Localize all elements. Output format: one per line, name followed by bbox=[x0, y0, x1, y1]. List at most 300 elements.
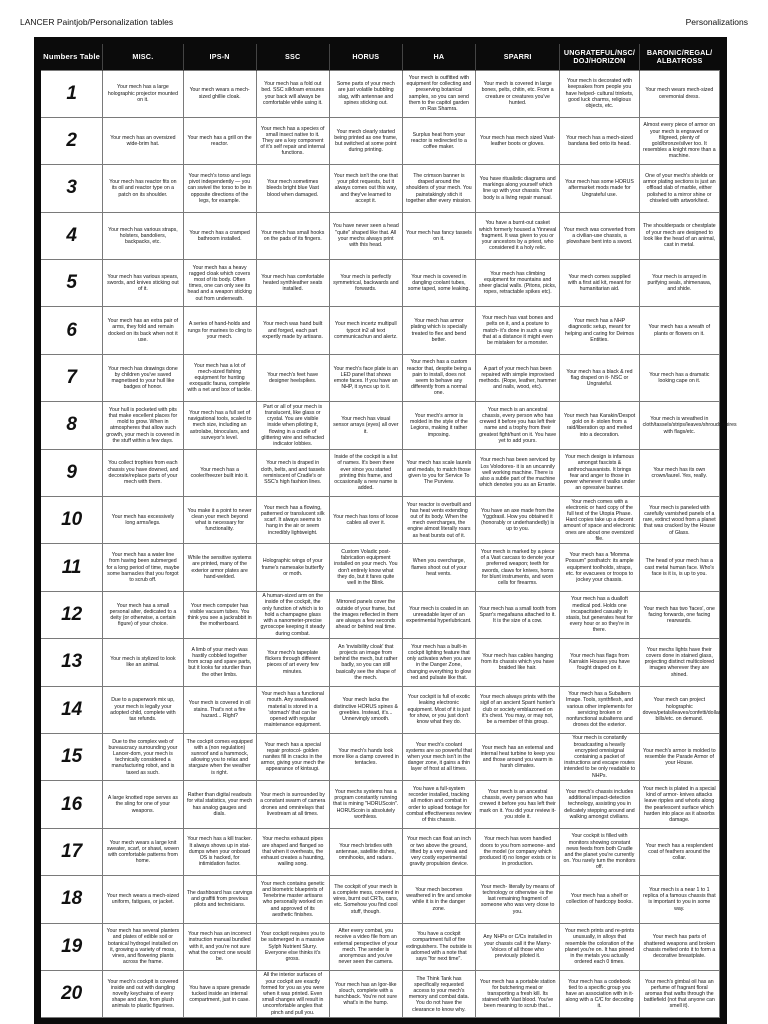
cell-text: Your hull is pocketed with pits that make excellent places for mold to grow. When in atmospheres that allow such growth, your mech is covered in the stuff within a few days. bbox=[106, 406, 180, 444]
table-cell bbox=[639, 70, 719, 117]
cell-text: Your mech clearly started being printed as one frame, but switched at some point during printing. bbox=[334, 128, 398, 154]
table-cell bbox=[402, 117, 475, 164]
table-cell bbox=[256, 686, 329, 733]
cell-text: Your mech always prints with the sigil of an ancient Sparri hunter's club or society emblazoned on it's chest. You may, or may not, be a member of this group. bbox=[479, 694, 556, 726]
table-cell bbox=[560, 354, 639, 401]
table-row bbox=[41, 165, 720, 212]
table-cell bbox=[183, 402, 256, 449]
cell-text: Your mech can project holographic doves/petals/leaves/confetti/dollar bills/etc. on demand. bbox=[642, 697, 721, 722]
table-cell bbox=[560, 307, 639, 354]
table-cell bbox=[329, 449, 402, 496]
cell-text: You make it a point to never clean your mech beyond what is necessary for functionality. bbox=[187, 507, 252, 533]
personalization-table bbox=[41, 44, 737, 1018]
table-cell bbox=[183, 686, 256, 733]
table-cell bbox=[639, 354, 719, 401]
cell-text: Your mech's gimbal oil has an perfume of fragrant floral aromas that wafts through the battlefield (not that anyone can smell it). bbox=[643, 978, 715, 1010]
cell-text: Your mech is surrounded by a constant swarm of camera drones and omnirelays that livestream at all times. bbox=[260, 792, 326, 817]
cell-text: Your mech's armor is molded to resemble the Parade Armor of your House. bbox=[643, 747, 716, 767]
table-cell bbox=[256, 402, 329, 449]
table-cell bbox=[475, 686, 559, 733]
table-cell bbox=[103, 970, 183, 1017]
table-cell bbox=[560, 923, 639, 970]
table-cell bbox=[639, 165, 719, 212]
cell-text: Your mech has climbing equipment for mountains and sheer glacial walls. (Pitons, picks, ropes, retractable spikes etc). bbox=[479, 270, 557, 296]
table-row bbox=[41, 117, 720, 164]
table-cell bbox=[639, 828, 719, 875]
cell-text: Your mech is marked by a piece of a Vast carcass to denote your preferred weapon; teeth for swords, claws for knives, horns for blunt instruments, and worn cells for firearms. bbox=[480, 548, 555, 586]
table-row bbox=[41, 781, 720, 828]
cell-text: Your mech has a lot of mech-sized fishing equipment for hunting exoquatic fauna, complete with a net and box of tackle. bbox=[187, 362, 252, 394]
table-row bbox=[41, 828, 720, 875]
table-cell bbox=[475, 733, 559, 780]
table-cell bbox=[183, 591, 256, 638]
table-cell bbox=[329, 165, 402, 212]
table-cell bbox=[329, 733, 402, 780]
row-number: 19 bbox=[41, 923, 103, 970]
cell-text: Your mech has flags from Karrakin Houses you have fought draped on it. bbox=[569, 653, 630, 672]
cell-text: Your mech has an incorrect instruction manual bundled with it, and you're not sure what the correct one would be. bbox=[188, 931, 252, 963]
table-cell bbox=[256, 354, 329, 401]
table-cell bbox=[402, 497, 475, 544]
table-cell bbox=[639, 970, 719, 1017]
cell-text: Your mech wears mech-sized ceremonial dress. bbox=[645, 87, 714, 100]
cell-text: Your mech contains genetic and biometric blueprints of Tenebrine master artisans who personally worked on and approved of its aesthetic finishes. bbox=[260, 880, 325, 918]
table-row bbox=[41, 497, 720, 544]
table-cell bbox=[256, 165, 329, 212]
cell-text: Your mech is covered in dangling coolant tubes, some taped, some leaking. bbox=[407, 273, 470, 293]
table-row bbox=[41, 591, 720, 638]
cell-text: Your mech has excessively long arms/legs. bbox=[111, 514, 175, 527]
table-cell bbox=[560, 70, 639, 117]
table-cell bbox=[103, 686, 183, 733]
cell-text: The Think Tank has specifically requested access to your mech's memory and combat data. You do not have the clearance to know why. bbox=[408, 975, 470, 1013]
cell-text: Your mech has been serviced by Los Volodores- it is an uncannily well working machine. There is also a subtle part of the machine which denotes you as an Errante. bbox=[479, 457, 557, 489]
table-cell bbox=[475, 876, 559, 923]
table-cell bbox=[402, 639, 475, 686]
table-cell bbox=[103, 70, 183, 117]
cell-text: Your mech comes supplied with a first aid kit, meant for humanitarian aid. bbox=[567, 273, 632, 293]
cell-text: Your mech has various straps, holsters, bandoliers, backpacks, etc. bbox=[108, 226, 178, 245]
table-cell bbox=[256, 307, 329, 354]
table-cell bbox=[639, 923, 719, 970]
table-cell bbox=[329, 639, 402, 686]
cell-text: Your mech's torso and legs pivot independently — you can swivel the torso to be in opposite directions of the legs, for example. bbox=[187, 172, 252, 204]
row-number: 10 bbox=[41, 497, 103, 544]
table-cell bbox=[256, 828, 329, 875]
row-number: 11 bbox=[41, 544, 103, 591]
cell-text: Your mech has a cramped bathroom installed. bbox=[189, 229, 250, 242]
cell-text: Your mech has a small personal alter, dedicated to a deity (or otherwise, a certain figure) of your choice. bbox=[109, 602, 177, 628]
cell-text: All the interior surfaces of your cockpit are exactly formed for you as you were when it was printed. Even small changes will result in uncomfortable angles that pinch and pull you. bbox=[261, 972, 325, 1016]
cell-text: The dashboard has carvings and graffiti from previous pilots and technicians. bbox=[186, 890, 253, 909]
cell-text: Your mech is a near 1 to 1 replica of a famous chassis that is important to you in some way. bbox=[642, 886, 716, 912]
table-cell bbox=[639, 876, 719, 923]
cell-text: Your mech has a Subaltern Image. Tools, synthflesh, and various other implements for servicing broken or nonfunctional subalterns and drones dot the exterior. bbox=[565, 691, 634, 729]
cell-text: You collect trophies from each chassis you have downed, and decorate/replace parts of your mech with them. bbox=[107, 460, 179, 486]
table-cell bbox=[639, 591, 719, 638]
table-cell bbox=[256, 876, 329, 923]
table-row bbox=[41, 686, 720, 733]
cell-text: Your mech has a built-in cockpit lighting feature that only activates when you are in the Danger Zone, changing everything to glow red and pulsate like that. bbox=[406, 643, 472, 681]
table-row bbox=[41, 970, 720, 1017]
table-cell bbox=[639, 449, 719, 496]
table-cell bbox=[560, 402, 639, 449]
table-cell bbox=[103, 639, 183, 686]
table-cell bbox=[402, 402, 475, 449]
cell-text: Your mech isn't the one that your pilot requests, but it always comes out this way, and they've learned to accept it. bbox=[333, 172, 398, 204]
table-cell bbox=[183, 117, 256, 164]
table-cell bbox=[402, 828, 475, 875]
table-row bbox=[41, 307, 720, 354]
table-cell bbox=[183, 165, 256, 212]
table-cell bbox=[560, 686, 639, 733]
cell-text: Your mech incertz multipull typcot in2 all text communicachun and alertz. bbox=[334, 321, 398, 340]
table-cell bbox=[639, 733, 719, 780]
cell-text: Your mech was hand built and forged, each part expertly made by artisans. bbox=[262, 321, 323, 340]
table-cell bbox=[183, 828, 256, 875]
table-cell bbox=[103, 449, 183, 496]
cell-text: Your mech's cockpit is covered inside and out with dangling novelty keychains of every shape and size, from plush animals to plastic figurines. bbox=[107, 978, 179, 1010]
table-cell bbox=[560, 449, 639, 496]
table-frame bbox=[34, 37, 737, 1024]
table-cell bbox=[103, 212, 183, 259]
table-cell bbox=[103, 260, 183, 307]
table-cell bbox=[475, 828, 559, 875]
table-cell bbox=[103, 781, 183, 828]
table-cell bbox=[256, 639, 329, 686]
table-cell bbox=[183, 212, 256, 259]
cell-text: Your mech is coated in an unreadable layer of an experimental hyperlubricant. bbox=[406, 605, 472, 625]
cell-text: Your mechs systems has a program constantly running that is mining "HORUScoin". HORUScoin is absolutely worthless. bbox=[333, 789, 399, 820]
cell-text: Your mech has a cooler/freezer built into it. bbox=[190, 466, 249, 479]
cell-text: Your mech has a dramatic looking cape on it. bbox=[649, 371, 710, 385]
cell-text: Your mech is constantly broadcasting a heavily encrypted omnisignal containing a packet of instructions and escape routes intended to be only readable to NHPs. bbox=[563, 735, 636, 779]
cell-text: Your mech is paneled with carefully varnished panels of a rare, extinct wood from a planet that was cracked by the House of Glass. bbox=[642, 504, 716, 536]
column-header-ips-n: IPS-N bbox=[183, 44, 256, 70]
cell-text: Your mech has a NHP diagnostic setup, meant for helping and caring for Deimos Entities. bbox=[565, 318, 634, 343]
row-number: 20 bbox=[41, 970, 103, 1017]
table-cell bbox=[103, 497, 183, 544]
cell-text: Inside of the cockpit is a list of names. It's been there ever since you started printing this frame, and occasionally a new name is added. bbox=[334, 454, 398, 492]
table-cell bbox=[256, 923, 329, 970]
table-cell bbox=[402, 70, 475, 117]
cell-text: Your mech is plated in a special kind of armor- knives attacks leave ripples and whorls along the pearlescent surface which harden into place as it absorbs damage. bbox=[642, 785, 716, 823]
table-cell bbox=[402, 354, 475, 401]
cell-text: A large knotted rope serves as the sling for one of your weapons. bbox=[107, 795, 178, 814]
cell-text: Your mech becomes weathered in fire and smoke while it is in the danger zone. bbox=[406, 886, 472, 912]
table-cell bbox=[183, 733, 256, 780]
cell-text: Your mech has parts of shattered weapons and broken chassis melted onto it to form a decorative breastplate. bbox=[643, 934, 716, 959]
table-cell bbox=[475, 165, 559, 212]
cell-text: Your mech has a special repair protocol- golden nanites fill in cracks in the armor, giving your mech the appearance of kintsugi. bbox=[260, 741, 325, 773]
cell-text: The crimson banner is draped around the shoulders of your mech. You painstakingly stich it together after every mission. bbox=[406, 172, 472, 204]
table-cell bbox=[402, 781, 475, 828]
cell-text: Your mech has a heavy ragged cloak which covers most of its body. Often times, one can only see its head and a weapon sticking out from underneath. bbox=[187, 264, 252, 302]
table-cell bbox=[639, 212, 719, 259]
cell-text: Your mech has reactor fits on its oil and reactor type on a patch on its shoulder. bbox=[109, 179, 177, 198]
cell-text: Your mech prints and re-prints unusually, in alloys that resemble the coloration of the planet you're on. It has pinned in the metals you actually ordered each 0 times. bbox=[564, 928, 635, 966]
table-cell bbox=[329, 212, 402, 259]
cell-text: Your mech can float an inch or two above the ground, lifted by a very weak and very costly experimental gravity propulsion device. bbox=[406, 836, 471, 868]
cell-text: Custom Voladic post-fabrication equipment installed on your mech. You don't entirely know what they do, but it fares quite well in the Blink. bbox=[334, 548, 398, 586]
cell-text: Your mech is decorated with keepsakes from people you have helped- cultural trinkets, good luck charms, religious objects, etc. bbox=[565, 78, 634, 109]
cell-text: Your mech has a species of small insect native to it. They are a key component of it's self repair and internal functions. bbox=[260, 125, 326, 157]
cell-text: Your mech has several planters and plates of edible soil or botanical hydrogel installed on it, growing a variety of moss, vines, and flowering plants across the frame. bbox=[106, 928, 180, 966]
cell-text: Your mech has a small tooth from Sparr's megafauna attached to it. It is the size of a cow. bbox=[479, 605, 557, 625]
cell-text: You have an axe made from the Yggdrasil. How you obtained it (honorably or underhandedly) is up to you. bbox=[480, 507, 555, 533]
table-cell bbox=[329, 307, 402, 354]
cell-text: Your mechs lights have their covers done in stained glass, projecting distinct multicolored images wherever they are shined. bbox=[644, 646, 715, 678]
table-cell bbox=[475, 970, 559, 1017]
cell-text: Your mech has a resplendent coat of feathers around the collar. bbox=[645, 842, 713, 862]
table-cell bbox=[103, 117, 183, 164]
row-number: 9 bbox=[41, 449, 103, 496]
cell-text: When you overcharge, flames shoot out of your heat vents. bbox=[411, 558, 467, 577]
cell-text: Your mech's tapeplate flickers through different pieces of art every few minutes. bbox=[265, 649, 321, 675]
cell-text: Your mech wears a mech-sized uniform, fatigues, or jacket. bbox=[106, 893, 179, 906]
table-cell bbox=[329, 260, 402, 307]
table-cell bbox=[329, 923, 402, 970]
cell-text: Your mech has a dualloft medical pod. Holds one incapacitated casualty in stasis, but generates heat for every hour or so they're in there. bbox=[566, 596, 633, 634]
table-header-row bbox=[41, 44, 720, 70]
cell-text: Your mech comes with a electronic or hard copy of the full text of the Utopia Phase. Hard copies take up a decent amount of space and electronic ones are about one oversized file. bbox=[563, 498, 636, 542]
table-cell bbox=[402, 876, 475, 923]
table-cell bbox=[560, 260, 639, 307]
table-cell bbox=[639, 639, 719, 686]
table-cell bbox=[475, 212, 559, 259]
table-cell bbox=[256, 449, 329, 496]
table-row bbox=[41, 354, 720, 401]
cell-text: Your mech is stylized to look like an animal. bbox=[110, 656, 176, 669]
cell-text: Your mech has a black & red flag draped on it- NSC or Ungrateful. bbox=[566, 368, 633, 388]
cell-text: Your mech is covered in oil stains. That's not a fire hazard... Right? bbox=[188, 700, 251, 719]
cell-text: Rather than digital readouts for vital statistics, your mech has analog gauges and dials. bbox=[187, 792, 253, 817]
cell-text: Your mech bristles with antennae, satellite dishes, omnihooks, and radars. bbox=[335, 842, 396, 862]
table-cell bbox=[560, 544, 639, 591]
cell-text: The shoulderpads or chestplate of your mech are designed to look like the head of an animal, cast in metal. bbox=[642, 223, 716, 249]
table-cell bbox=[475, 307, 559, 354]
table-cell bbox=[560, 733, 639, 780]
cell-text: Your mech is arrayed in purifying seals, shimenawa, and shide. bbox=[647, 273, 712, 293]
column-header-numbers: Numbers Table bbox=[41, 44, 103, 70]
cell-text: Your mech is wreathed in cloth/tassels/strips/leaves/shrouds/spires with flags/etc. bbox=[642, 416, 737, 435]
cell-text: Your mech has a 'Momma Possum'' posthatch: its ample equipment toolholds, straps, etc. for evacuees or troops to jockey your chassis. bbox=[565, 552, 634, 583]
table-cell bbox=[402, 449, 475, 496]
cell-text: Your mech has a portable station for butchering meat or transporting a fresh kill. Its stained with Vast blood. You've been meaning to scrub that... bbox=[479, 978, 556, 1010]
table-row bbox=[41, 876, 720, 923]
table-row bbox=[41, 212, 720, 259]
table-cell bbox=[639, 260, 719, 307]
cell-text: One of your mech's shields or armor plating sections is just an offload slab of marble, either polished to a mirror shine or chiseled with artwork/text. bbox=[642, 172, 716, 204]
cell-text: Your mech's coolant systems are so powerful that when your mech isn't in the danger zone, it gains a thin layer of frost at all times. bbox=[405, 741, 472, 773]
table-cell bbox=[329, 781, 402, 828]
row-number: 13 bbox=[41, 639, 103, 686]
table-cell bbox=[183, 970, 256, 1017]
table-cell bbox=[402, 165, 475, 212]
row-number: 16 bbox=[41, 781, 103, 828]
table-cell bbox=[256, 591, 329, 638]
cell-text: While the sensitive systems are printed, many of the exterior armor plates are hand-welded. bbox=[187, 555, 252, 580]
cell-text: You have a spare grenade tucked inside an internal compartment, just in case. bbox=[189, 984, 250, 1004]
table-cell bbox=[560, 970, 639, 1017]
cell-text: The head of your mech has a cast metal human face. Who's face is it is, is up to you. bbox=[644, 558, 714, 577]
table-cell bbox=[560, 876, 639, 923]
cell-text: Some parts of your mech are just volatile bubbling slag, with antennae and spines sticking out. bbox=[336, 81, 395, 106]
cell-text: You have a burnt-out casket which formerly housed a Yinneval fragment. It was given to you or your ancestors by a priest, who considered it a holy relic. bbox=[479, 220, 557, 252]
cell-text: Mirrored panels cover the outside of your frame, but the images reflected in them are always a few seconds ahead or behind real time. bbox=[333, 599, 399, 631]
cell-text: Your mech is draped in cloth, belts, and and tassels reminiscent of Cradle's or SSC's high fashion lines. bbox=[260, 460, 325, 486]
table-cell bbox=[475, 544, 559, 591]
table-cell bbox=[103, 354, 183, 401]
document-title: LANCER Paintjob/Personalization tables bbox=[20, 17, 174, 27]
column-header-sparri: SPARRI bbox=[475, 44, 559, 70]
cell-text: Your mech's hands look more like a clamp covered in tentacles. bbox=[332, 747, 399, 767]
table-cell bbox=[103, 307, 183, 354]
table-cell bbox=[639, 781, 719, 828]
table-row bbox=[41, 639, 720, 686]
row-number: 7 bbox=[41, 354, 103, 401]
table-cell bbox=[402, 733, 475, 780]
table-cell bbox=[402, 307, 475, 354]
cell-text: Almost every piece of armor on your mech is engraved or filigreed, plenty of gold/bronze/silver too. It resembles a knight more than a machine. bbox=[642, 122, 716, 160]
row-number: 12 bbox=[41, 591, 103, 638]
cell-text: An 'invisibility cloak' that projects an image from behind the mech, but rather badly, so you can still basically see the shape of the mech. bbox=[334, 643, 398, 681]
cell-text: Your mech has a fold out bed. SSC silkfoam ensures your back will always be comfortable while using it. bbox=[261, 81, 324, 106]
table-cell bbox=[402, 544, 475, 591]
cell-text: Your mech sometimes bleeds bright blue Vast blood when damaged. bbox=[266, 179, 319, 198]
cell-text: Your mech has an external and internal heat turbine to keep you and those around you warm in harsh climates. bbox=[480, 744, 555, 770]
table-cell bbox=[475, 591, 559, 638]
cell-text: Your mech has a shelf or collection of hardcopy books. bbox=[566, 893, 633, 906]
table-cell bbox=[329, 544, 402, 591]
table-cell bbox=[475, 260, 559, 307]
cell-text: A human-sized arm on the inside of the cockpit, the only function of which is to hold a champagne glass with a nanometer-precise gyroscope keeping it steady during combat. bbox=[260, 593, 325, 637]
cell-text: Your cockpit is full of exotic leaking electronic equipment. Most of it is just for show, or you just don't know what they do. bbox=[407, 694, 471, 726]
table-cell bbox=[402, 970, 475, 1017]
table-cell bbox=[103, 165, 183, 212]
cell-text: The cockpit of your mech is a complete mess, covered in wires, burnt out CRTs, cans, etc. Somehow you find cool stuff, though. bbox=[332, 883, 399, 915]
cell-text: Your mech has a large holographic projector mounted on it. bbox=[107, 84, 178, 103]
cell-text: Your mech is an ancestral chassis, every person who has crewed it before you has left their name and a trophy from their greatest fight/hunt on it. You have yet to add yours. bbox=[479, 406, 557, 444]
table-row bbox=[41, 449, 720, 496]
table-cell bbox=[256, 212, 329, 259]
cell-text: Your mech has tons of loose cables all over it. bbox=[333, 514, 399, 527]
table-cell bbox=[475, 781, 559, 828]
table-cell bbox=[560, 781, 639, 828]
table-cell bbox=[183, 449, 256, 496]
cell-text: Your mech has its own crown/laurel. Yes, really. bbox=[651, 466, 708, 479]
table-cell bbox=[402, 591, 475, 638]
table-cell bbox=[103, 544, 183, 591]
row-number: 14 bbox=[41, 686, 103, 733]
cell-text: Your mech has scale laurels and medals, to match those given to you for Service To The Purview. bbox=[406, 460, 472, 486]
cell-text: Your mech has an Igor-like slouch, complete with a hunchback. You're not sure what's in the hump. bbox=[334, 981, 397, 1007]
table-cell bbox=[256, 117, 329, 164]
column-header-baronic: BARONIC/REGAL/ ALBATROSS bbox=[639, 44, 719, 70]
table-body bbox=[41, 70, 737, 1018]
table-cell bbox=[183, 497, 256, 544]
cell-text: Your mech has vast bones and pelts on it, and a posture to match- it's done in such a way that at a distance it might even be mistaken for a monster. bbox=[482, 315, 554, 346]
page-header bbox=[0, 0, 768, 36]
cell-text: Your mech has drawings done by children you've saved magnetised to your hull like badges of honor. bbox=[108, 365, 178, 391]
table-cell bbox=[329, 402, 402, 449]
cell-text: Your mech- literally by means of technology or otherwise -is the last remaining fragment of someone who was very close to you. bbox=[480, 883, 555, 915]
cell-text: Your mech is outfitted with equipment for collecting and preserving botanical samples, so you can send them to the capitol garden on Ras Shamra. bbox=[406, 75, 472, 113]
cell-text: Your mechs exhaust pipes are shaped and flanged so that when it overheats, the exhaust creates a haunting, wailing song. bbox=[260, 836, 325, 868]
table-cell bbox=[639, 544, 719, 591]
table-cell bbox=[475, 117, 559, 164]
cell-text: Your mech has a functional mouth. Any swallowed material is stored in a 'stomach' that can be opened with regular maintenance equipment. bbox=[261, 691, 324, 729]
row-number: 1 bbox=[41, 70, 103, 117]
cell-text: Your mech has some HORUS aftermarket mods made for Ungrateful use. bbox=[565, 179, 634, 198]
cell-text: Your mech has a kill tracker. It always shows up in stat-dumps when your onboard OS is hacked, for intimidation factor. bbox=[187, 836, 252, 868]
row-number: 8 bbox=[41, 402, 103, 449]
cell-text: Your mech has worn handled doors to you from someone- and the model (or company which produced it) no longer exists or is in production. bbox=[479, 836, 556, 868]
table-cell bbox=[256, 497, 329, 544]
table-cell bbox=[329, 591, 402, 638]
cell-text: Your mech has a full set of navigational tools, scaled to mech size, including an astrolabe, binoculars, and surveyor's level. bbox=[187, 409, 252, 441]
table-cell bbox=[183, 354, 256, 401]
cell-text: Holographic wings of your frame's namesake butterfly or moth. bbox=[261, 558, 324, 577]
cell-text: You have a cockpit compartment full of fire extinguishers. The outside is adorned with a note that says "for next time". bbox=[406, 931, 472, 963]
column-header-ha: HA bbox=[402, 44, 475, 70]
table-cell bbox=[103, 876, 183, 923]
table-cell bbox=[475, 639, 559, 686]
cell-text: Due to a paperwork mix up, your mech is legally your adopted child, complete with tax refunds. bbox=[110, 697, 176, 722]
table-cell bbox=[560, 212, 639, 259]
table-cell bbox=[639, 117, 719, 164]
cell-text: Your mech has a wreath of plants or flowers on it. bbox=[648, 324, 711, 337]
cell-text: Your cockpit is filled with monitors showing constant news feeds from both Cradle and the planet you're currently on. You rarely turn the monitors off. bbox=[563, 833, 636, 871]
table-cell bbox=[402, 686, 475, 733]
cell-text: Your mech is perfectly symmetrical, backwards and forwards. bbox=[333, 273, 399, 293]
table-cell bbox=[103, 591, 183, 638]
table-cell bbox=[329, 970, 402, 1017]
cell-text: Your mech has two 'faces', one facing forwards, one facing rearwards. bbox=[643, 605, 715, 625]
cell-text: Your mech has comfortable heated synthleather seats installed. bbox=[261, 273, 325, 293]
cell-text: You have never seen a head "quite" shaped like that. All your mechs always print with this head. bbox=[332, 223, 399, 249]
table-cell bbox=[256, 733, 329, 780]
table-cell bbox=[402, 212, 475, 259]
table-cell bbox=[402, 260, 475, 307]
cell-text: Your mech is covered in large bones, pelts, chitin, etc. From a creature or creatures you've hunted. bbox=[481, 81, 554, 106]
table-cell bbox=[560, 639, 639, 686]
table-cell bbox=[475, 449, 559, 496]
cell-text: Your mech wears a mech-sized ghillie cloak. bbox=[189, 87, 250, 100]
table-row bbox=[41, 733, 720, 780]
table-cell bbox=[329, 828, 402, 875]
cell-text: Your mech's armor is molded in the style of the Legions, making it rather imposing. bbox=[410, 413, 468, 438]
cell-text: Surplus heat from your reactor is redirected to a coffee maker. bbox=[410, 131, 467, 151]
cell-text: Your mech wears a large knit sweater, scarf, or shawl, woven with comfortable patterns from home. bbox=[106, 839, 179, 865]
cell-text: Your mech has Karakin/Despot gold on it- stolen from a raid/liberation op and melted into a decoration. bbox=[563, 413, 636, 438]
cell-text: Your mech's chassis includes additional impact-detection technology, assisting you in delicately stepping around and walking amongst civilians. bbox=[564, 789, 635, 820]
table-cell bbox=[103, 402, 183, 449]
table-cell bbox=[103, 923, 183, 970]
cell-text: Due to the complex web of bureaucracy surrounding your Lancer-dom, your mech is technically considered a manufacturing robot, and is taxed as such. bbox=[108, 738, 178, 776]
row-number: 4 bbox=[41, 212, 103, 259]
cell-text: Your reactor is overbuilt and has heat vents extending out of its body. When the mech overcharges, the engine almost literally roars as heat bursts out of it. bbox=[406, 501, 472, 539]
cell-text: A limb of your mech was hastily cobbled together from scrap and spare parts, but it looks far sturdier than the other limbs. bbox=[187, 646, 252, 678]
table-row bbox=[41, 402, 720, 449]
cell-text: Your mech's face plate is an LED panel that shows emote faces. If you have an NHP, it syncs up to it. bbox=[333, 365, 399, 391]
table-cell bbox=[329, 876, 402, 923]
table-cell bbox=[475, 923, 559, 970]
cell-text: Your mech has an extra pair of arms, they fold and remain docked on its back when not it use. bbox=[107, 318, 179, 343]
cell-text: Your cockpit requires you to be submerged in a massive Sylph Nutrient Slurry. Everyone else thinks it's gross. bbox=[260, 931, 325, 963]
cell-text: Your mech has a codebook tied to a specific group you have an association with in it- along with a C/C for decoding it. bbox=[565, 978, 634, 1010]
cell-text: Your mech lacks the distinctive HORUS spines & greebles. Instead, it's... Unnervingly smooth. bbox=[333, 697, 398, 722]
